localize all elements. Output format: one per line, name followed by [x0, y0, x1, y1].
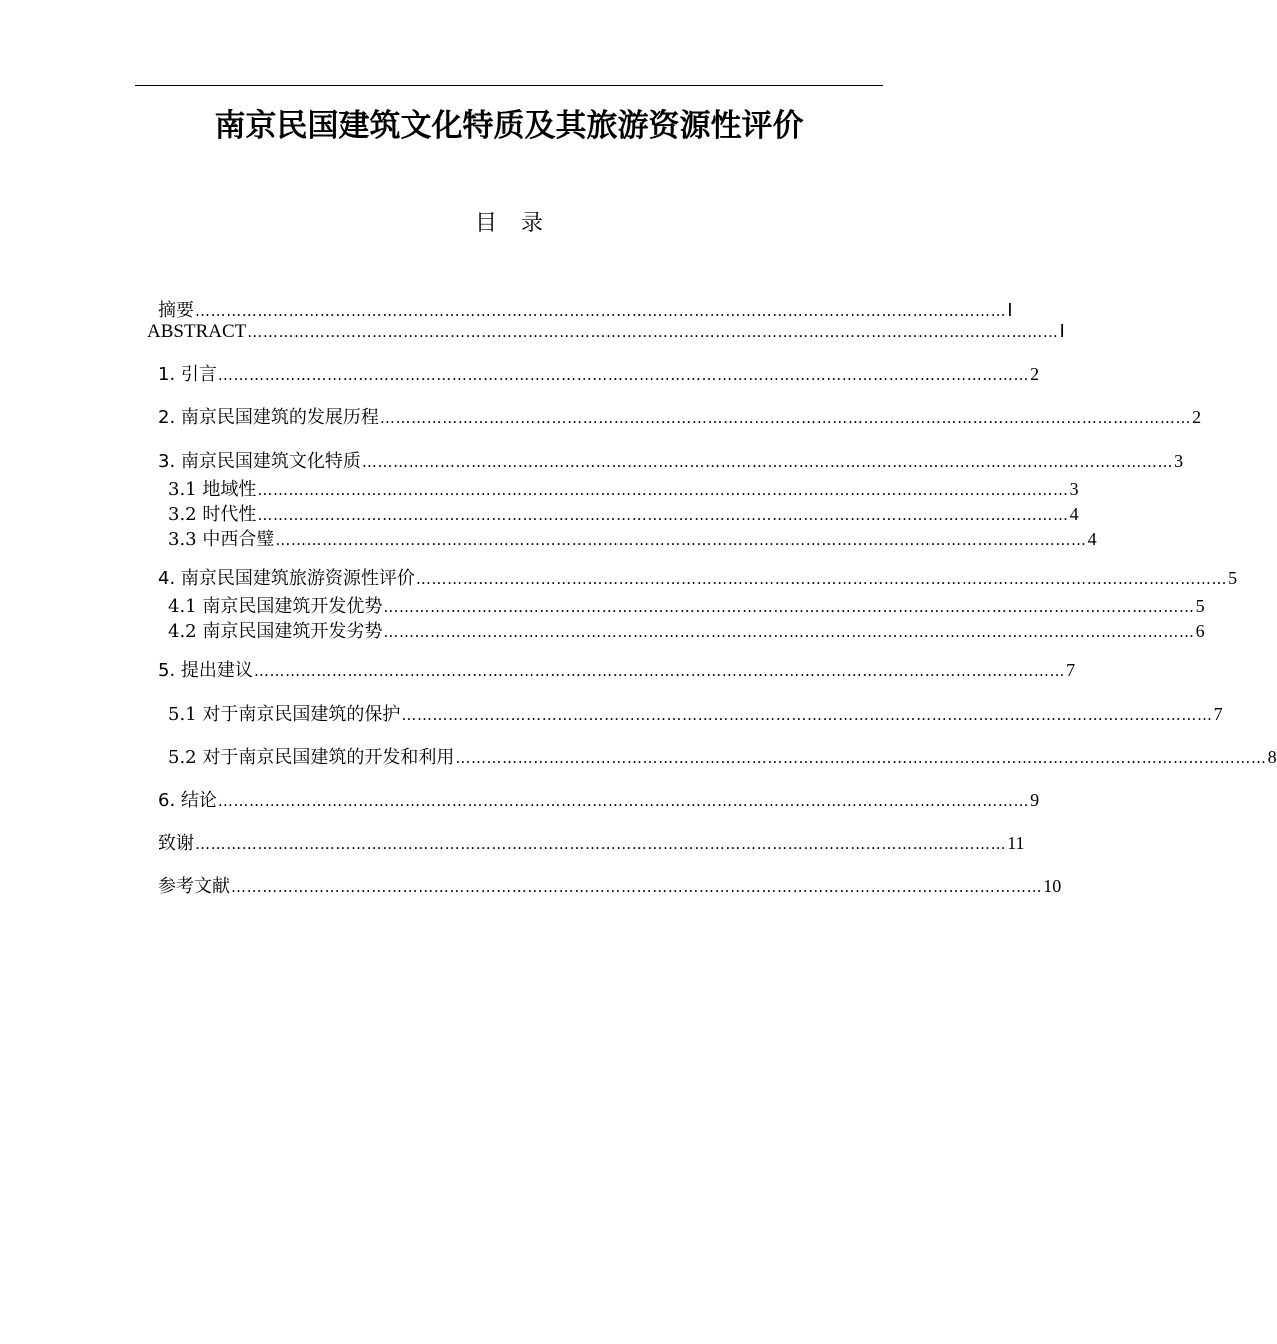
toc-entry-page: 8	[1267, 747, 1277, 767]
dot-leader: …………………………………………………………………………………………………………………………………………	[253, 662, 1066, 680]
toc-entry-label: 5.2 对于南京民国建筑的开发和利用	[168, 747, 455, 768]
toc-heading: 目录	[474, 211, 567, 236]
toc-entry-page: 4	[1069, 504, 1079, 524]
toc-entry-acknowledgements[interactable]	[158, 829, 1025, 854]
toc-entry-regionality[interactable]	[168, 475, 1079, 500]
dot-leader: …………………………………………………………………………………………………………………………………………	[415, 570, 1228, 588]
toc-entry-development-history[interactable]	[158, 403, 1202, 428]
toc-entry-page: 6	[1195, 621, 1205, 641]
dot-leader: …………………………………………………………………………………………………………………………………………	[361, 453, 1174, 471]
toc-entry-era[interactable]	[168, 500, 1079, 525]
dot-leader: …………………………………………………………………………………………………………………………………………	[275, 531, 1087, 549]
toc-entry-abstract-en[interactable]	[147, 321, 1065, 345]
dot-leader: …………………………………………………………………………………………………………………………………………	[195, 835, 1007, 853]
dot-leader: …………………………………………………………………………………………………………………………………………	[257, 481, 1069, 499]
dot-leader: …………………………………………………………………………………………………………………………………………	[257, 506, 1069, 524]
dot-leader: …………………………………………………………………………………………………………………………………………	[217, 366, 1030, 384]
toc-entry-label: 致谢	[158, 833, 194, 854]
toc-entry-page: 2	[1192, 407, 1202, 427]
toc-entry-page: 7	[1213, 704, 1223, 724]
toc-entry-label: ABSTRACT	[147, 321, 247, 342]
toc-entry-page: 2	[1030, 364, 1040, 384]
toc-entry-label: 6. 结论	[158, 790, 217, 811]
toc-entry-label: 4.1 南京民国建筑开发优势	[168, 596, 383, 617]
toc-entry-label: 4. 南京民国建筑旅游资源性评价	[158, 568, 415, 589]
toc-entry-label: 5. 提出建议	[158, 660, 253, 681]
toc-entry-references[interactable]	[158, 872, 1062, 897]
toc-entry-page: 5	[1195, 596, 1205, 616]
toc-entry-tourism-evaluation[interactable]	[158, 564, 1238, 589]
toc-entry-advantages[interactable]	[168, 592, 1205, 617]
toc-entry-label: 3. 南京民国建筑文化特质	[158, 451, 361, 472]
toc-entry-page: 9	[1030, 790, 1040, 810]
dot-leader: …………………………………………………………………………………………………………………………………………	[217, 792, 1030, 810]
dot-leader: …………………………………………………………………………………………………………………………………………	[231, 878, 1043, 896]
document-title: 南京民国建筑文化特质及其旅游资源性评价	[214, 108, 804, 144]
toc-entry-label: 2. 南京民国建筑的发展历程	[158, 407, 379, 428]
toc-entry-conclusion[interactable]	[158, 786, 1040, 811]
header-rule	[135, 85, 883, 86]
toc-entry-label: 3.2 时代性	[168, 504, 257, 525]
toc-entry-label: 3.3 中西合璧	[168, 529, 275, 550]
dot-leader: …………………………………………………………………………………………………………………………………………	[379, 409, 1192, 427]
toc-entry-page: 5	[1228, 568, 1238, 588]
toc-entry-page: 3	[1174, 451, 1184, 471]
toc-entry-protection[interactable]	[168, 700, 1223, 725]
dot-leader: …………………………………………………………………………………………………………………………………………	[195, 302, 1007, 320]
toc-entry-page: Ⅰ	[1007, 300, 1013, 320]
toc-entry-label: 5.1 对于南京民国建筑的保护	[168, 704, 401, 725]
toc-entry-page: 3	[1069, 479, 1079, 499]
toc-entry-abstract-cn[interactable]	[158, 296, 1013, 321]
toc-entry-page: Ⅰ	[1059, 321, 1065, 341]
dot-leader: …………………………………………………………………………………………………………………………………………	[247, 323, 1059, 341]
toc-entry-disadvantages[interactable]	[168, 617, 1205, 642]
dot-leader: …………………………………………………………………………………………………………………………………………	[383, 623, 1195, 641]
toc-entry-label: 1. 引言	[158, 364, 217, 385]
toc-entry-page: 10	[1043, 876, 1062, 896]
dot-leader: …………………………………………………………………………………………………………………………………………	[455, 749, 1267, 767]
toc-entry-cultural-traits[interactable]	[158, 447, 1184, 472]
toc-entry-introduction[interactable]	[158, 360, 1040, 385]
toc-entry-page: 4	[1087, 529, 1097, 549]
toc-entry-page: 7	[1066, 660, 1076, 680]
toc-entry-label: 3.1 地域性	[168, 479, 257, 500]
dot-leader: …………………………………………………………………………………………………………………………………………	[383, 598, 1195, 616]
toc-entry-label: 参考文献	[158, 876, 230, 897]
toc-entry-label: 4.2 南京民国建筑开发劣势	[168, 621, 383, 642]
toc-entry-page: 11	[1007, 833, 1025, 853]
toc-entry-recommendations[interactable]	[158, 656, 1076, 681]
toc-entry-development-use[interactable]	[168, 743, 1277, 768]
toc-entry-label: 摘要	[158, 300, 194, 321]
dot-leader: …………………………………………………………………………………………………………………………………………	[401, 706, 1213, 724]
toc-entry-east-west-fusion[interactable]	[168, 525, 1097, 550]
